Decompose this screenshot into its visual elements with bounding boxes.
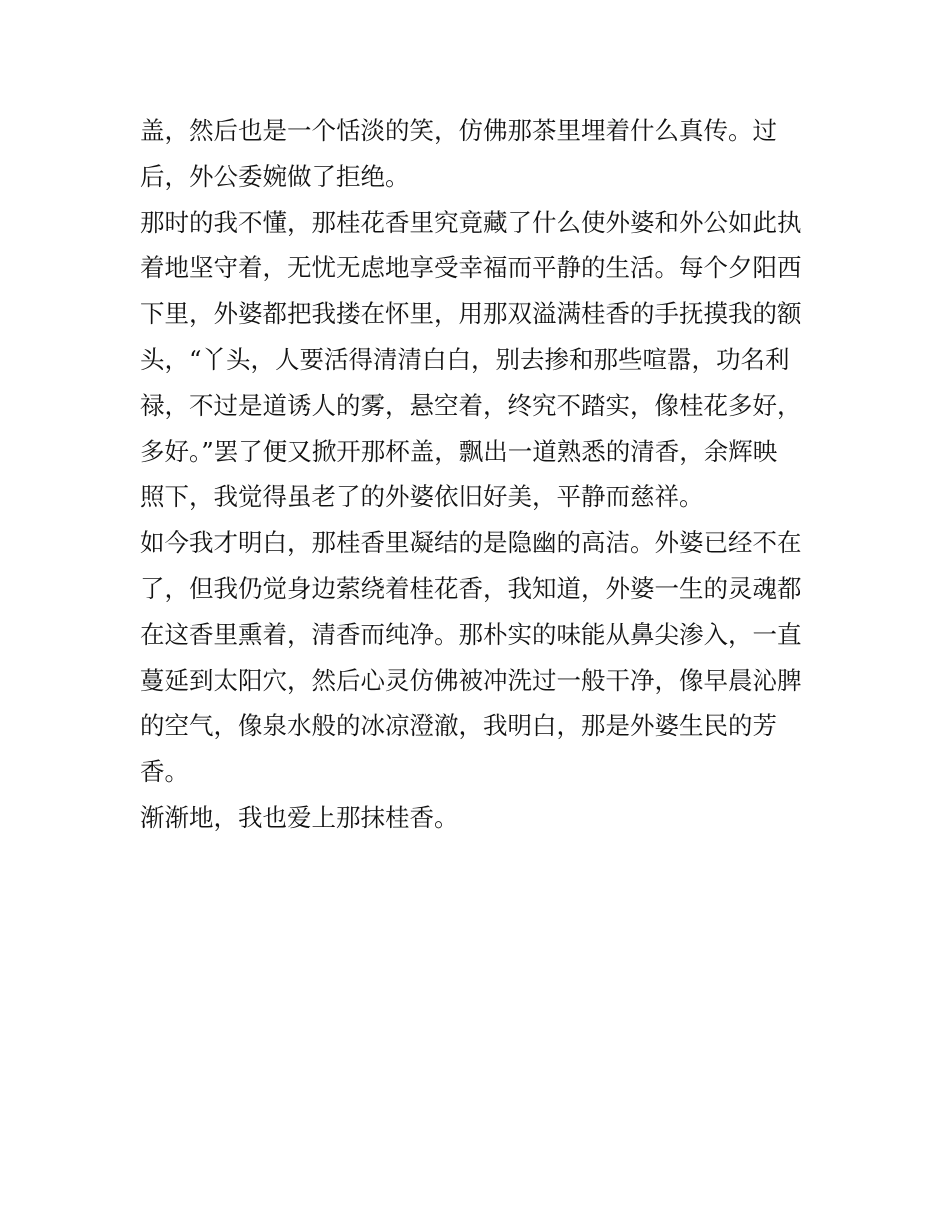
text-line: 的空气，像泉水般的冰凉澄澈，我明白，那是外婆生民的芳 bbox=[140, 711, 777, 741]
text-line: 如今我才明白，那桂香里凝结的是隐幽的高洁。外婆已经不在 bbox=[140, 528, 802, 558]
text-line: 多好。”罢了便又掀开那杯盖，飘出一道熟悉的清香，余辉映 bbox=[140, 436, 778, 466]
text-line: 着地坚守着，无忧无虑地享受幸福而平静的生活。每个夕阳西 bbox=[140, 253, 802, 283]
text-line: 蔓延到太阳穴，然后心灵仿佛被冲洗过一般干净，像早晨沁脾 bbox=[140, 665, 802, 695]
text-line: 下里，外婆都把我搂在怀里，用那双溢满桂香的手抚摸我的额 bbox=[140, 299, 802, 329]
text-line: 后，外公委婉做了拒绝。 bbox=[140, 161, 410, 191]
text-line: 头，“丫头，人要活得清清白白，别去掺和那些喧嚣，功名利 bbox=[140, 344, 790, 374]
text-line: 照下，我觉得虽老了的外婆依旧好美，平静而慈祥。 bbox=[140, 482, 704, 512]
text-line: 了，但我仍觉身边萦绕着桂花香，我知道，外婆一生的灵魂都 bbox=[140, 573, 802, 603]
text-line: 渐渐地，我也爱上那抹桂香。 bbox=[140, 802, 459, 832]
text-line: 在这香里熏着，清香而纯净。那朴实的味能从鼻尖渗入，一直 bbox=[140, 619, 802, 649]
text-line: 禄，不过是道诱人的雾，悬空着，终究不踏实，像桂花多好， bbox=[140, 390, 802, 420]
text-line: 香。 bbox=[140, 757, 189, 787]
text-line: 盖，然后也是一个恬淡的笑，仿佛那茶里埋着什么真传。过 bbox=[140, 116, 777, 145]
body-text bbox=[140, 108, 830, 841]
text-line: 那时的我不懂，那桂花香里究竟藏了什么使外婆和外公如此执 bbox=[140, 207, 802, 237]
